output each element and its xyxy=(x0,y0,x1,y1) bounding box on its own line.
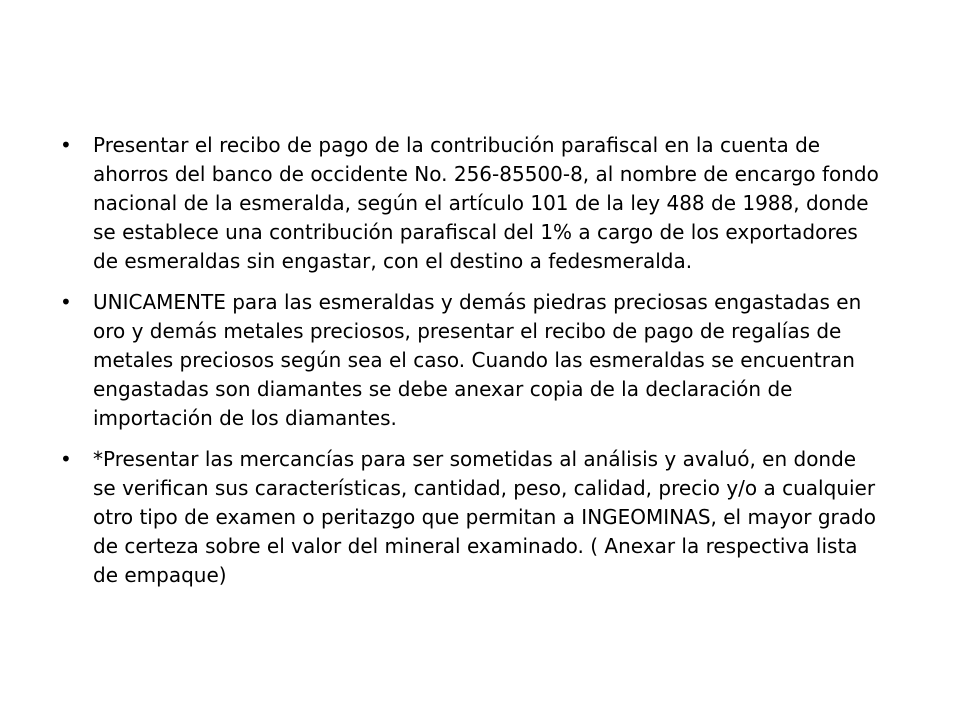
bullet-list xyxy=(60,131,880,602)
bullet-item-presentar-mercancias xyxy=(60,445,880,590)
bullet-text: Presentar el recibo de pago de la contribución parafiscal en la cuenta de ahorros del banco de occidente No. 256-85500-8, al nombre de encargo fondo nacional de la esmeralda, según el artículo 101 de la ley 488 de 1988, donde se establece una contribución parafiscal del 1% a cargo de los exportadores de esmeraldas sin engastar, con el destino a fedesmeralda. xyxy=(93,133,879,273)
bullet-text: UNICAMENTE para las esmeraldas y demás piedras preciosas engastadas en oro y demás metales preciosos, presentar el recibo de pago de regalías de metales preciosos según sea el caso. Cuando las esmeraldas se encuentran engastadas son diamantes se debe anexar copia de la declaración de importación de los diamantes. xyxy=(93,290,862,430)
bullet-icon: • xyxy=(60,133,72,157)
bullet-icon: • xyxy=(60,290,72,314)
bullet-text: *Presentar las mercancías para ser sometidas al análisis y avaluó, en donde se verifican sus características, cantidad, peso, calidad, precio y/o a cualquier otro tipo de examen o peritazgo que permitan a INGEOMINAS, el mayor grado de certeza sobre el valor del mineral examinado. ( Anexar la respectiva lista de empaque) xyxy=(93,447,876,587)
bullet-item-contribucion-parafiscal xyxy=(60,131,880,276)
bullet-item-regalias-metales xyxy=(60,288,880,433)
bullet-icon: • xyxy=(60,447,72,471)
